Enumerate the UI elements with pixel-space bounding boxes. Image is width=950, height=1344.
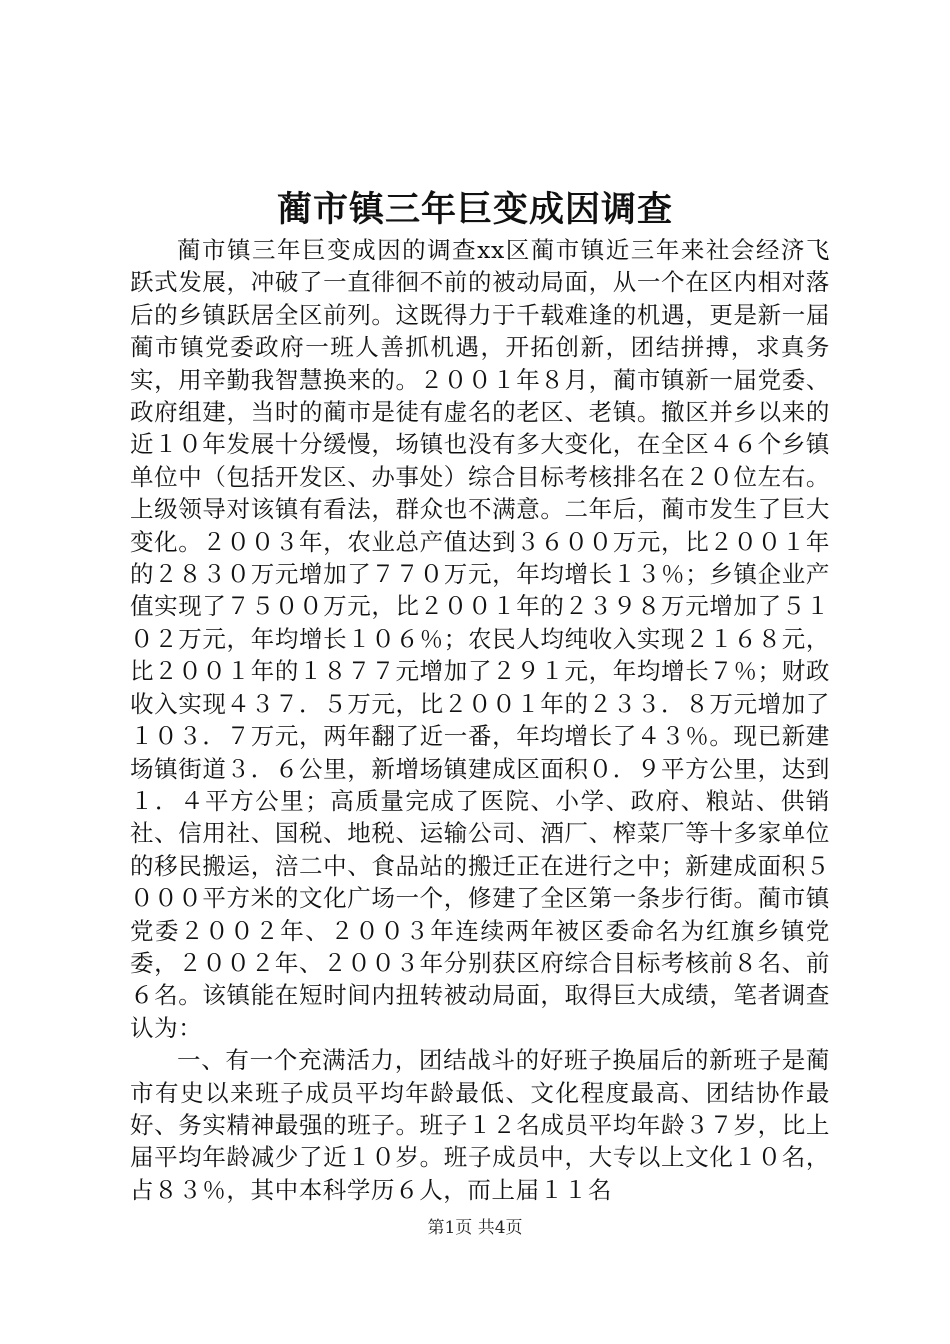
body-paragraph-2: 一、有一个充满活力，团结战斗的好班子换届后的新班子是蔺市有史以来班子成员平均年龄最低、文化程度最高、团结协作最好、务实精神最强的班子。班子１２名成员平均年龄３７岁，比上届平均年龄减少了近１０岁。班子成员中，大专以上文化１０名，占８３％，其中本科学历６人，而上届１１名: [130, 1046, 830, 1204]
body-paragraph-1: 蔺市镇三年巨变成因的调查xx区蔺市镇近三年来社会经济飞跃式发展，冲破了一直徘徊不前的被动局面，从一个在区内相对落后的乡镇跃居全区前列。这既得力于千载难逢的机遇，更是新一届蔺市镇党委政府一班人善抓机遇，开拓创新，团结拼搏，求真务实，用辛勤我智慧换来的。２００１年８月，蔺市镇新一届党委、政府组建，当时的蔺市是徒有虚名的老区、老镇。撤区并乡以来的近１０年发展十分缓慢，场镇也没有多大变化，在全区４６个乡镇单位中（包括开发区、办事处）综合目标考核排名在２０位左右。上级领导对该镇有看法，群众也不满意。二年后，蔺市发生了巨大变化。２００３年，农业总产值达到３６００万元，比２００１年的２８３０万元增加了７７０万元，年均增长１３％；乡镇企业产值实现了７５００万元，比２００１年的２３９８万元增加了５１０２万元，年均增长１０６％；农民人均纯收入实现２１６８元，比２００１年的１８７７元增加了２９１元，年均增长７％；财政收入实现４３７．５万元，比２００１年的２３３．８万元增加了１０３．７万元，两年翻了近一番，年均增长了４３％。现已新建场镇街道３．６公里，新增场镇建成区面积０．９平方公里，达到１．４平方公里；高质量完成了医院、小学、政府、粮站、供销社、信用社、国税、地税、运输公司、酒厂、榨菜厂等十多家单位的移民搬运，涪二中、食品站的搬迁正在进行之中；新建成面积５０００平方米的文化广场一个，修建了全区第一条步行街。蔺市镇党委２００２年、２００３年连续两年被区委命名为红旗乡镇党委，２００２年、２００３年分别获区府综合目标考核前８名、前６名。该镇能在短时间内扭转被动局面，取得巨大成绩，笔者调查认为：: [130, 236, 830, 1042]
document-body: [130, 234, 830, 1206]
page-number-footer: 第1页 共4页: [427, 1218, 523, 1238]
document-title: 蔺市镇三年巨变成因调查: [276, 189, 673, 230]
